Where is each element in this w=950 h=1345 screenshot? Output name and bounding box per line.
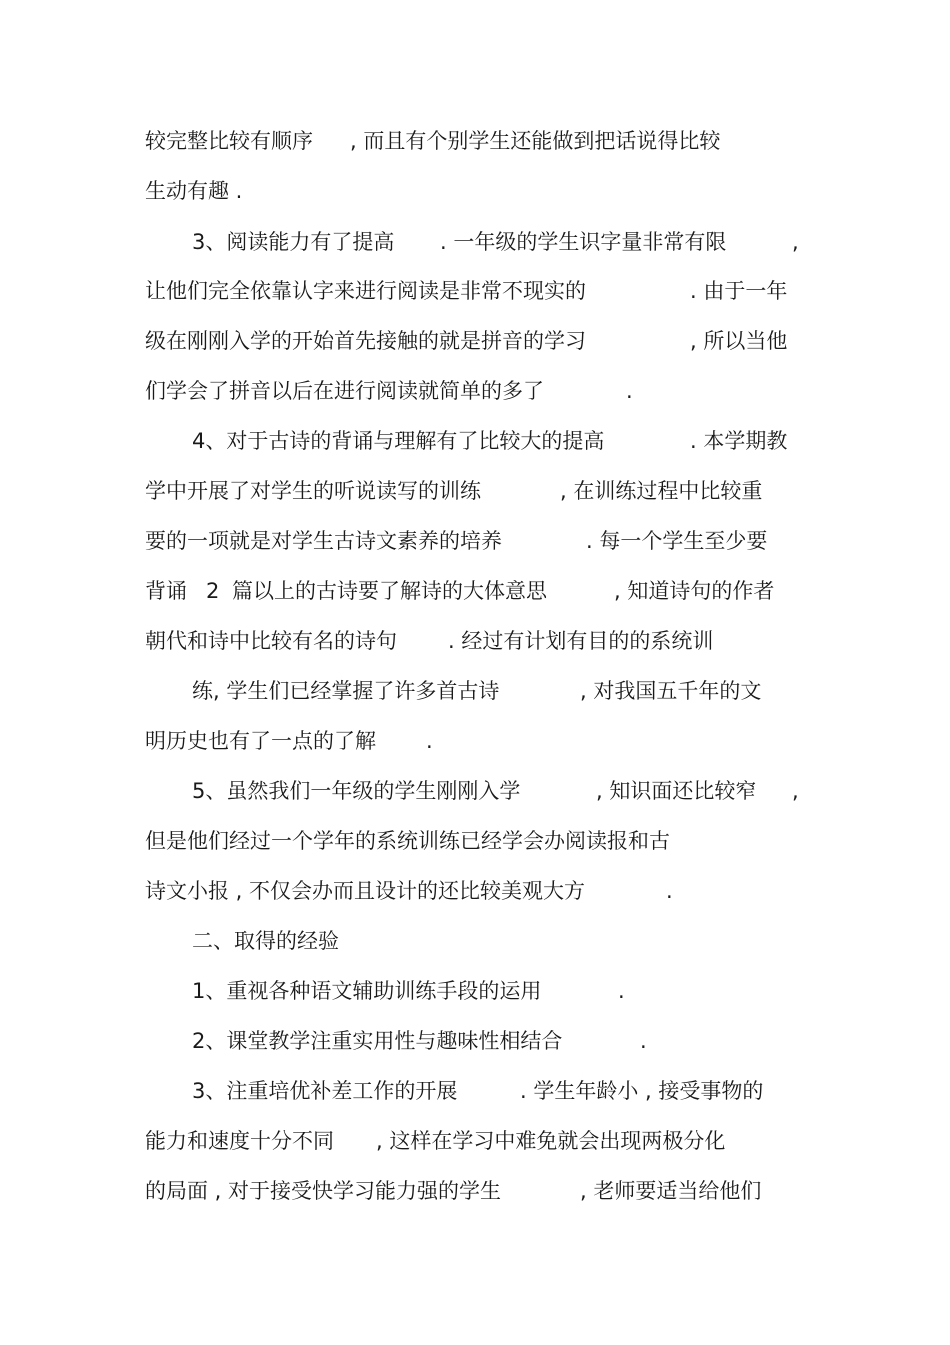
text-segment: 诗文小报 , 不仅会办而且设计的还比较美观大方 <box>145 879 586 903</box>
text-segment: 学中开展了对学生的听说读写的训练 <box>145 479 481 503</box>
text-line <box>0 524 768 558</box>
text-segment: 1、重视各种语文辅助训练手段的运用 <box>192 979 542 1003</box>
text-segment: 5、虽然我们一年级的学生刚刚入学 <box>192 779 521 803</box>
text-segment: 二、取得的经验 <box>192 929 339 953</box>
text-line <box>0 1174 762 1208</box>
text-segment: 明历史也有了一点的了解 <box>145 729 376 753</box>
text-segment: , <box>792 230 799 254</box>
text-segment: , <box>792 779 799 803</box>
text-segment: . <box>640 1029 647 1053</box>
text-segment: 篇以上的古诗要了解诗的大体意思 <box>232 579 547 603</box>
text-segment: . 一年级的学生识字量非常有限 <box>440 230 727 254</box>
text-segment: . 经过有计划有目的的系统训 <box>448 629 714 653</box>
text-segment: . 由于一年 <box>690 279 788 303</box>
text-segment: 但是他们经过一个学年的系统训练已经学会办阅读报和古 <box>145 829 670 853</box>
text-segment: 的局面 , 对于接受快学习能力强的学生 <box>145 1179 502 1203</box>
text-line <box>0 674 762 708</box>
text-segment: , 而且有个别学生还能做到把话说得比较 <box>350 129 721 153</box>
text-line <box>0 974 625 1008</box>
text-segment: , 这样在学习中难免就会出现两极分化 <box>376 1129 726 1153</box>
text-segment: . <box>666 879 673 903</box>
text-line <box>0 374 633 408</box>
text-segment: . <box>426 729 433 753</box>
text-segment: . 每一个学生至少要 <box>586 529 768 553</box>
text-segment: . <box>626 379 633 403</box>
text-line <box>0 1124 726 1158</box>
text-line <box>0 424 788 458</box>
text-segment: 3、注重培优补差工作的开展 <box>192 1079 458 1103</box>
text-segment: . 学生年龄小 , 接受事物的 <box>520 1079 764 1103</box>
text-segment: 要的一项就是对学生古诗文素养的培养 <box>145 529 502 553</box>
text-line <box>0 574 775 608</box>
text-line <box>0 124 721 158</box>
text-line <box>0 1024 647 1058</box>
text-segment: 背诵 <box>145 579 187 603</box>
text-line <box>0 824 670 858</box>
text-line <box>0 324 788 358</box>
text-segment: , 对我国五千年的文 <box>580 679 762 703</box>
text-segment: 们学会了拼音以后在进行阅读就简单的多了 <box>145 379 544 403</box>
text-segment: , 所以当他 <box>690 329 788 353</box>
text-segment: . 本学期教 <box>690 429 788 453</box>
section-heading <box>0 924 339 958</box>
text-segment: 级在刚刚入学的开始首先接触的就是拼音的学习 <box>145 329 586 353</box>
text-segment: . <box>618 979 625 1003</box>
text-line <box>0 874 673 908</box>
text-line <box>0 724 433 758</box>
text-segment: , 知识面还比较窄 <box>596 779 757 803</box>
text-segment: 较完整比较有顺序 <box>145 129 313 153</box>
text-line <box>0 474 763 508</box>
text-segment: 2、课堂教学注重实用性与趣味性相结合 <box>192 1029 563 1053</box>
text-segment: 4、对于古诗的背诵与理解有了比较大的提高 <box>192 429 605 453</box>
text-segment: 2 <box>206 579 220 603</box>
text-line <box>0 1074 764 1108</box>
text-segment: , 知道诗句的作者 <box>614 579 775 603</box>
text-segment: 练, 学生们已经掌握了许多首古诗 <box>192 679 500 703</box>
text-segment: 让他们完全依靠认字来进行阅读是非常不现实的 <box>145 279 586 303</box>
text-segment: 朝代和诗中比较有名的诗句 <box>145 629 397 653</box>
text-segment: 生动有趣 . <box>145 179 243 203</box>
text-line <box>0 624 714 658</box>
text-segment: , 在训练过程中比较重 <box>560 479 763 503</box>
text-line <box>0 225 799 259</box>
text-line <box>0 774 799 808</box>
text-line <box>0 274 788 308</box>
text-segment: , 老师要适当给他们 <box>580 1179 762 1203</box>
text-segment: 能力和速度十分不同 <box>145 1129 334 1153</box>
text-segment: 3、阅读能力有了提高 <box>192 230 395 254</box>
text-line <box>0 174 243 208</box>
